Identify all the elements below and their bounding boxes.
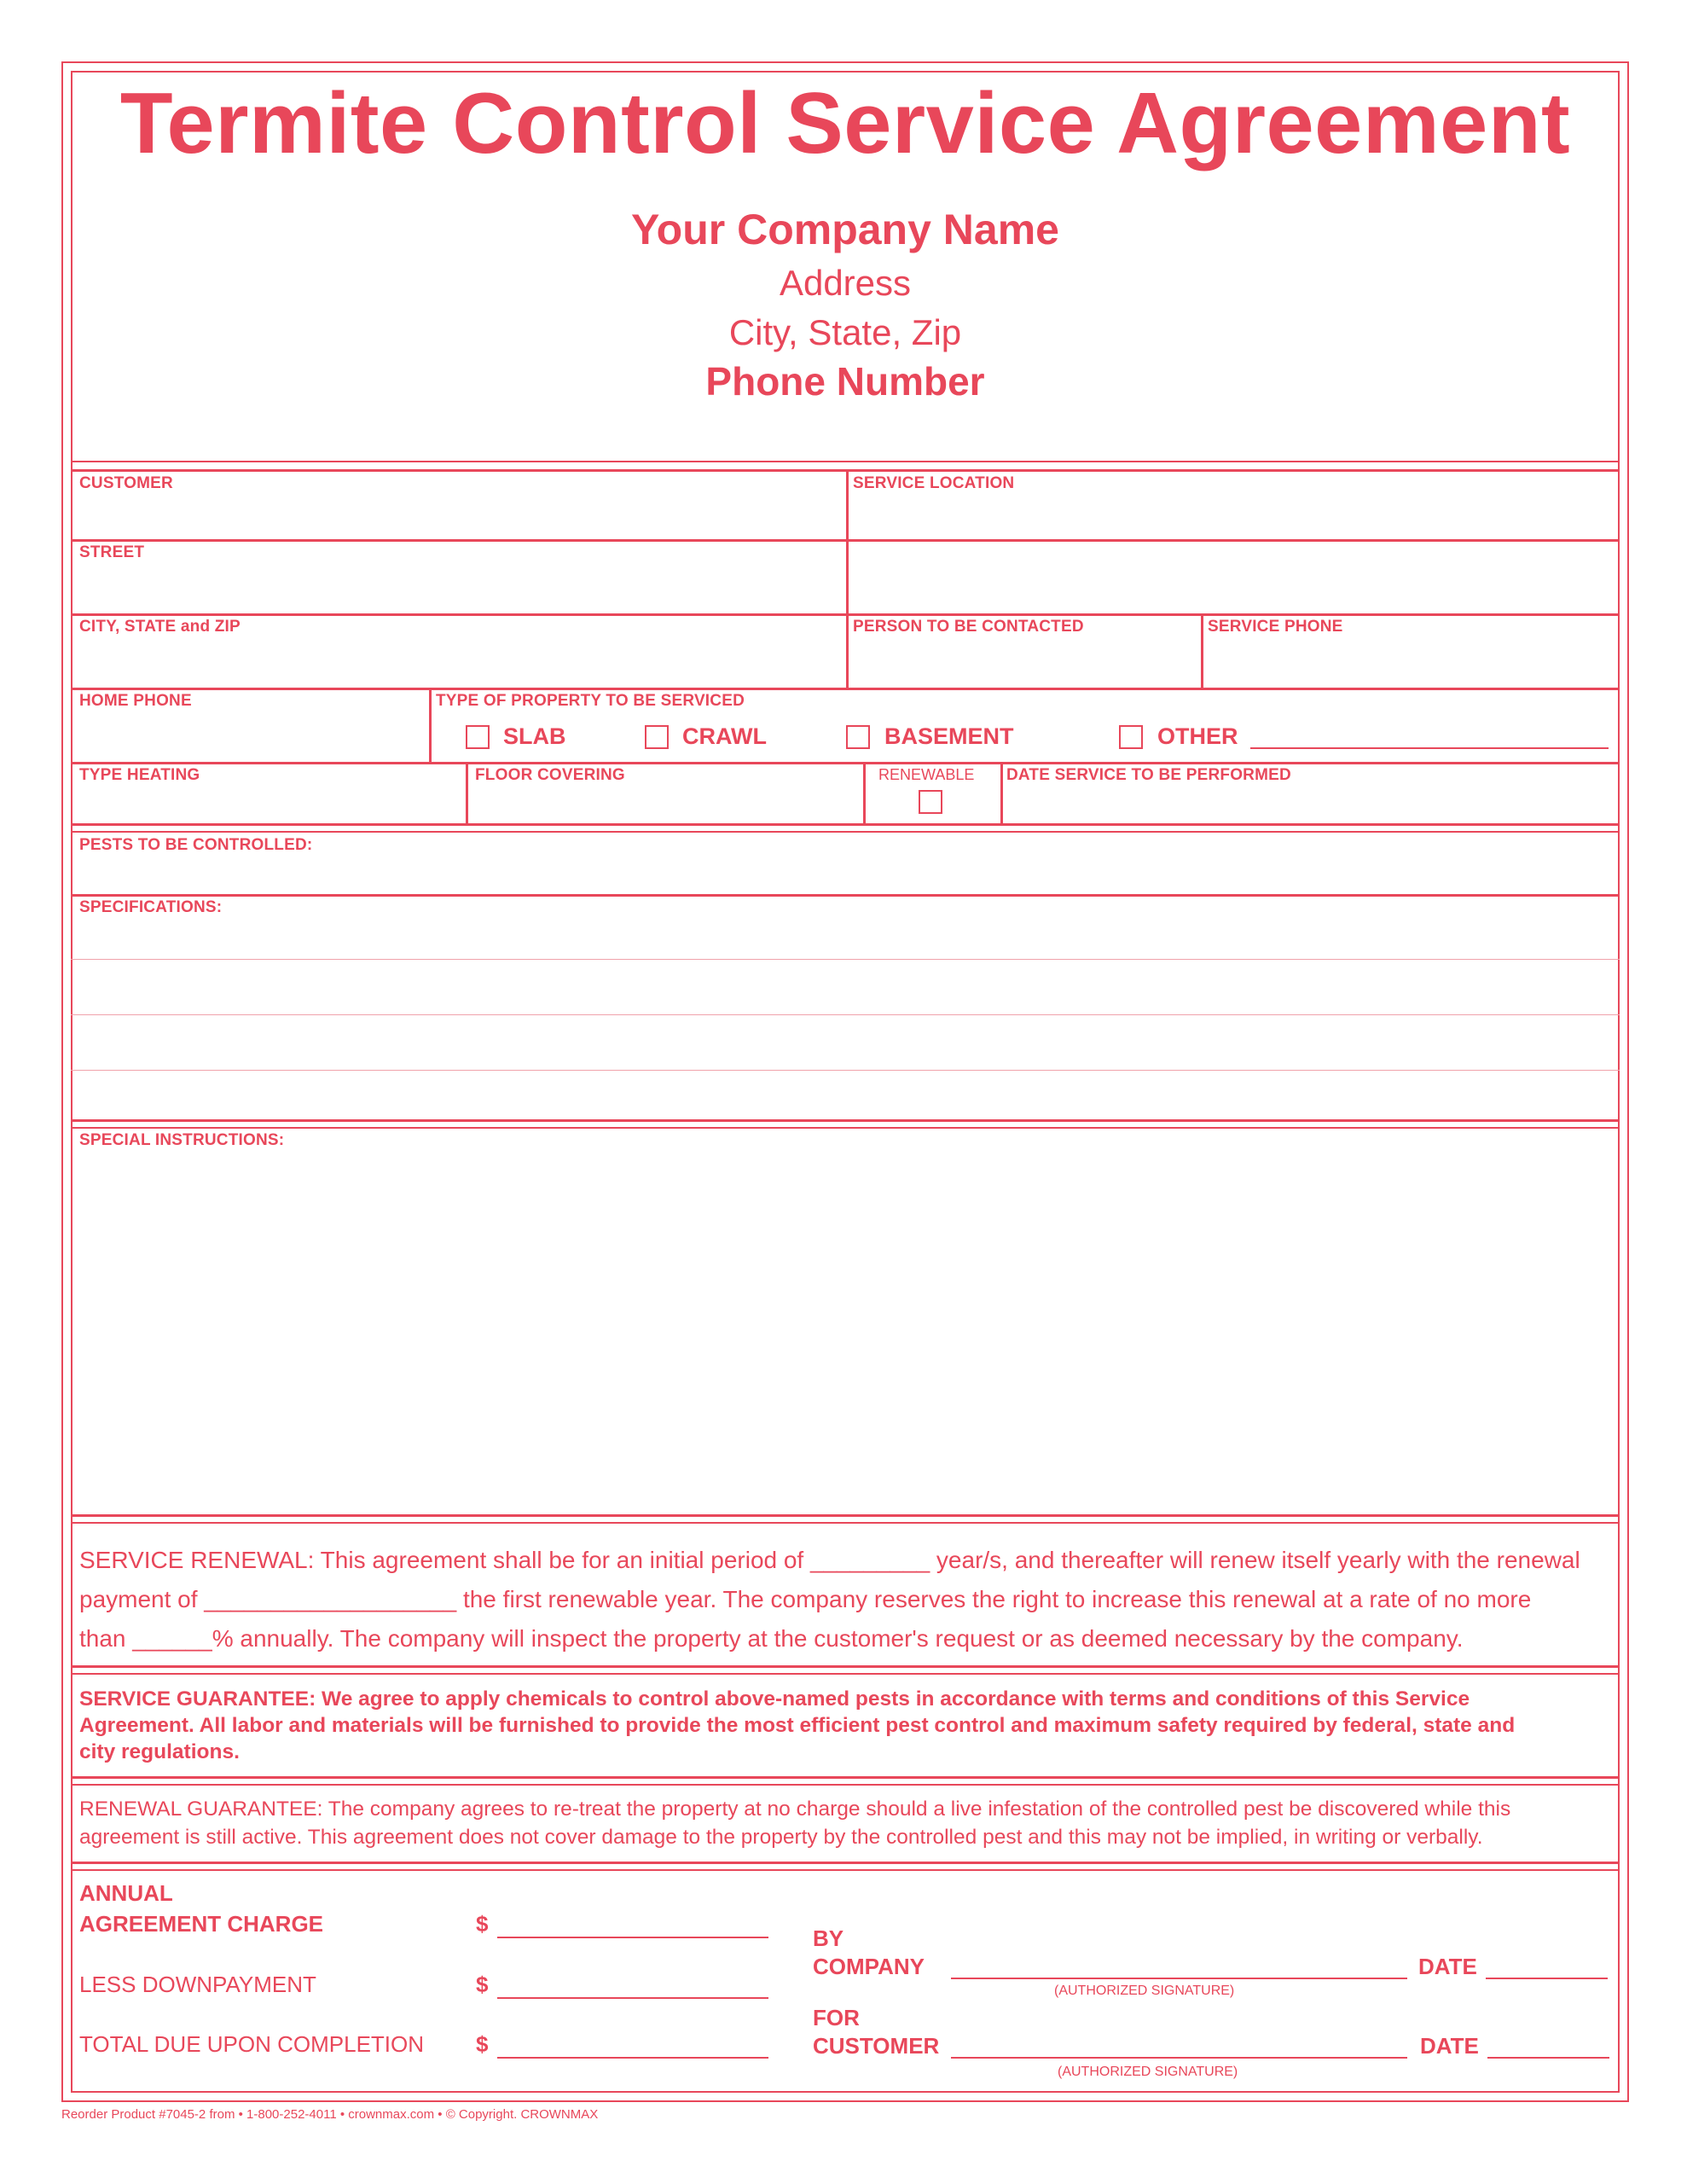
- currency-symbol: $: [476, 1911, 489, 1937]
- divider: [71, 1665, 1620, 1668]
- company-address: Address: [779, 263, 912, 303]
- divider: [71, 831, 1620, 833]
- authorized-signature-caption: (AUTHORIZED SIGNATURE): [1054, 1984, 1235, 1998]
- divider: [71, 613, 1620, 616]
- agreement-charge-field[interactable]: [497, 1937, 768, 1938]
- company-signature-field[interactable]: [951, 1978, 1407, 1979]
- label-specifications: SPECIFICATIONS:: [79, 898, 223, 916]
- service-guarantee-line-2: Agreement. All labor and materials will be furnished to provide the most efficient pest control and maximum safety required by federal, state and: [79, 1714, 1516, 1737]
- total-due-field[interactable]: [497, 2057, 768, 2059]
- slab-checkbox[interactable]: [466, 725, 490, 749]
- divider: [71, 688, 1620, 690]
- for-label: FOR: [813, 2005, 860, 2030]
- service-renewal-line-3: than ______% annually. The company will inspect the property at the customer's request or as deemed necessary by the company.: [79, 1625, 1464, 1652]
- renewable-checkbox[interactable]: [919, 790, 942, 814]
- slab-label: SLAB: [503, 723, 566, 749]
- divider: [71, 461, 1620, 462]
- label-renewable: RENEWABLE: [878, 766, 975, 783]
- column-divider: [429, 688, 432, 762]
- other-input-line[interactable]: [1250, 747, 1609, 749]
- currency-symbol: $: [476, 2031, 489, 2057]
- renewal-guarantee-line-1: RENEWAL GUARANTEE: The company agrees to re-treat the property at no charge should a live infestation of the controlled pest be discovered while this: [79, 1798, 1511, 1821]
- currency-symbol: $: [476, 1972, 489, 1997]
- renewal-guarantee-line-2: agreement is still active. This agreement does not cover damage to the property by the controlled pest and this may not be implied, in writing or verbally.: [79, 1826, 1483, 1849]
- divider: [71, 1119, 1620, 1122]
- divider: [71, 762, 1620, 764]
- customer-signature-field[interactable]: [951, 2057, 1407, 2059]
- label-date-service: DATE SERVICE TO BE PERFORMED: [1006, 766, 1291, 784]
- agreement-charge-label: AGREEMENT CHARGE: [79, 1911, 324, 1937]
- label-customer: CUSTOMER: [79, 474, 173, 492]
- divider: [71, 1776, 1620, 1779]
- divider: [71, 1862, 1620, 1864]
- less-downpayment-label: LESS DOWNPAYMENT: [79, 1972, 316, 1997]
- label-pests: PESTS TO BE CONTROLLED:: [79, 836, 313, 854]
- customer-date-field[interactable]: [1487, 2057, 1609, 2059]
- label-street: STREET: [79, 543, 145, 561]
- service-renewal-line-2: payment of ___________________ the first renewable year. The company reserves the right to increase this renewal at a rate of no more: [79, 1586, 1532, 1612]
- basement-label: BASEMENT: [884, 723, 1014, 749]
- label-service-location: SERVICE LOCATION: [853, 474, 1015, 492]
- divider: [71, 1673, 1620, 1675]
- writing-line: [71, 959, 1620, 960]
- service-guarantee-line-3: city regulations.: [79, 1740, 240, 1763]
- reorder-footer: Reorder Product #7045-2 from • 1-800-252-4011 • crownmax.com • © Copyright. CROWNMAX: [61, 2107, 599, 2122]
- service-guarantee-paragraph: [79, 1686, 1615, 1765]
- basement-checkbox[interactable]: [846, 725, 870, 749]
- crawl-checkbox[interactable]: [645, 725, 669, 749]
- renewal-guarantee-paragraph: [79, 1795, 1615, 1851]
- label-home-phone: HOME PHONE: [79, 692, 192, 710]
- divider: [71, 469, 1620, 472]
- other-label: OTHER: [1157, 723, 1238, 749]
- other-checkbox[interactable]: [1119, 725, 1143, 749]
- divider: [71, 1514, 1620, 1517]
- company-date-label: DATE: [1418, 1954, 1477, 1979]
- column-divider: [863, 762, 866, 823]
- service-guarantee-line-1: SERVICE GUARANTEE: We agree to apply chemicals to control above-named pests in accordance with terms and conditions of this Service: [79, 1687, 1470, 1711]
- divider: [71, 823, 1620, 826]
- crawl-label: CRAWL: [682, 723, 767, 749]
- company-city-state-zip: City, State, Zip: [728, 312, 962, 352]
- form-title: Termite Control Service Agreement: [119, 76, 1571, 171]
- annual-label: ANNUAL: [79, 1880, 173, 1906]
- divider: [71, 1522, 1620, 1524]
- column-divider: [1201, 613, 1203, 688]
- by-label: BY: [813, 1926, 844, 1951]
- writing-line: [71, 1070, 1620, 1071]
- label-property-type: TYPE OF PROPERTY TO BE SERVICED: [436, 692, 745, 710]
- customer-date-label: DATE: [1420, 2033, 1479, 2059]
- total-due-label: TOTAL DUE UPON COMPLETION: [79, 2031, 425, 2057]
- service-renewal-line-1: This agreement shall be for an initial period of _________ year/s, and thereafter will renew itself yearly with the renewal: [314, 1547, 1580, 1573]
- label-person-to-contact: PERSON TO BE CONTACTED: [853, 618, 1084, 636]
- company-date-field[interactable]: [1486, 1978, 1608, 1979]
- downpayment-field[interactable]: [497, 1997, 768, 1999]
- authorized-signature-caption: (AUTHORIZED SIGNATURE): [1058, 2065, 1238, 2079]
- company-phone: Phone Number: [705, 359, 985, 404]
- label-type-heating: TYPE HEATING: [79, 766, 200, 784]
- column-divider: [1000, 762, 1003, 823]
- label-city-state-zip: CITY, STATE and ZIP: [79, 618, 241, 636]
- customer-label: CUSTOMER: [813, 2033, 940, 2059]
- label-special-instructions: SPECIAL INSTRUCTIONS:: [79, 1131, 285, 1149]
- column-divider: [846, 469, 849, 688]
- divider: [71, 1784, 1620, 1786]
- divider: [71, 894, 1620, 897]
- divider: [71, 1127, 1620, 1129]
- writing-line: [71, 1014, 1620, 1015]
- label-floor-covering: FLOOR COVERING: [475, 766, 625, 784]
- divider: [71, 539, 1620, 542]
- company-label: COMPANY: [813, 1954, 925, 1979]
- service-renewal-label: SERVICE RENEWAL:: [79, 1547, 315, 1573]
- label-service-phone: SERVICE PHONE: [1208, 618, 1343, 636]
- column-divider: [466, 762, 468, 823]
- service-renewal-paragraph: [79, 1541, 1611, 1658]
- divider: [71, 1869, 1620, 1871]
- company-name: Your Company Name: [631, 206, 1059, 253]
